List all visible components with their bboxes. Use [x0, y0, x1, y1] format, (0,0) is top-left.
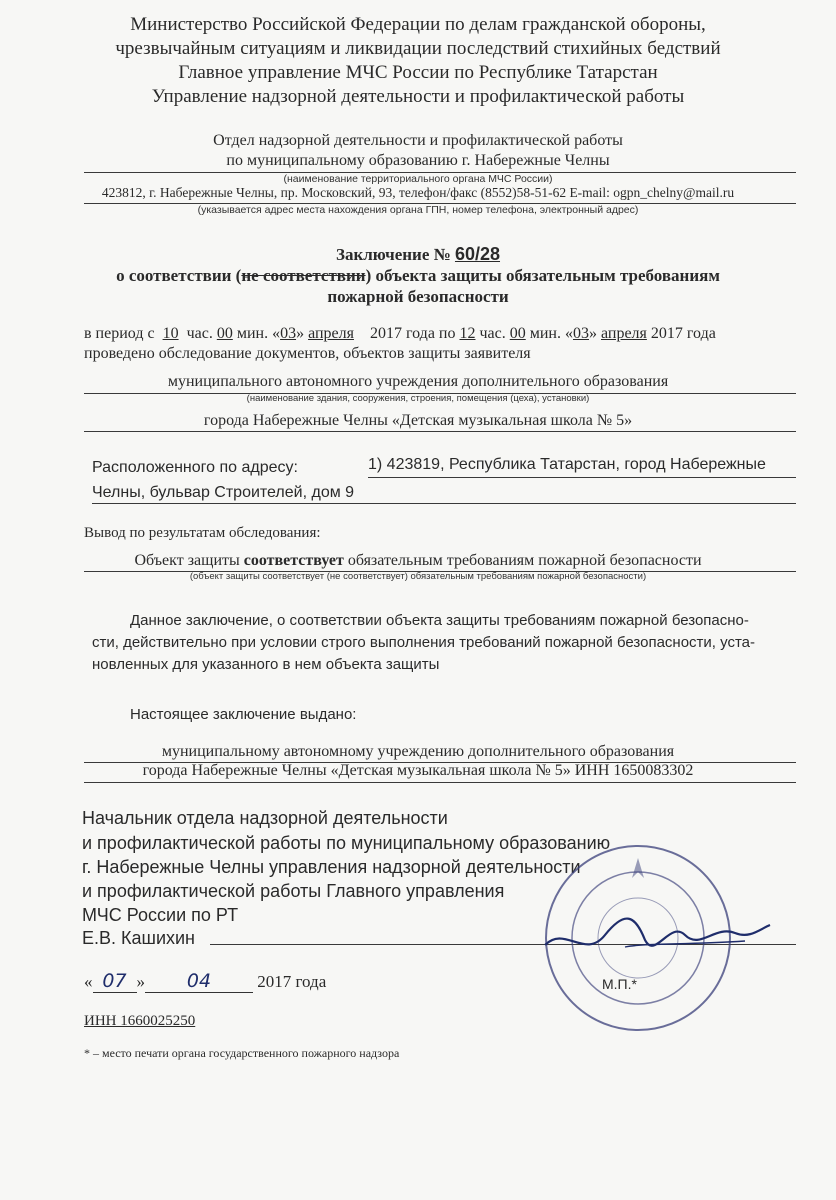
signatory-line-4: и профилактической работы Главного управления: [82, 881, 505, 901]
signatory-line-1: Начальник отдела надзорной деятельности: [82, 808, 448, 828]
conclusion-text: [0, 552, 836, 570]
department-name-line-2: по муниципальному образованию г. Набережные Челны: [226, 152, 610, 169]
stamp-label: М.П.*: [602, 976, 637, 992]
conclusion-label: Вывод по результатам обследования:: [84, 525, 321, 541]
issued-line-1: муниципальному автономному учреждению дополнительного образования: [161, 743, 675, 760]
conclusion-subtitle: [0, 266, 836, 286]
period-text: час.: [186, 325, 213, 342]
period-text: час.: [479, 325, 506, 342]
period-text: мин. «: [529, 325, 573, 342]
signatory-line-3: г. Набережные Челны управления надзорной деятельности: [82, 857, 581, 877]
hour-from: 10: [162, 325, 179, 342]
period-text: 2017 года по: [369, 325, 456, 342]
address-value-line-2: Челны, бульвар Строителей, дом 9: [92, 484, 355, 501]
date-month: 04: [145, 970, 253, 993]
inn: ИНН 1660025250: [84, 1013, 196, 1029]
divider: [92, 503, 796, 504]
subtitle-part: ) объекта защиты обязательным требованиям: [365, 266, 720, 285]
ministry-line-3: Главное управление МЧС России по Республике Татарстан: [178, 62, 658, 83]
subtitle-part: о соответствии (: [116, 266, 242, 285]
department-address-caption: (указывается адрес места нахождения органа ГПН, номер телефона, электронный адрес): [197, 204, 639, 216]
address-label: Расположенного по адресу:: [92, 459, 298, 476]
period-text: »: [588, 325, 597, 342]
signatory-name: Е.В. Кашихин: [82, 928, 196, 948]
issued-line-2: города Набережные Челны «Детская музыкальная школа № 5» ИНН 1650083302: [142, 762, 694, 779]
minute-from: 00: [216, 325, 233, 342]
applicant-line-2: города Набережные Челны «Детская музыкальная школа № 5»: [203, 412, 633, 429]
subtitle-struck: не соответствии: [241, 266, 366, 285]
period-line-2: проведено обследование документов, объектов защиты заявителя: [84, 345, 531, 362]
date-day: 07: [93, 970, 137, 993]
divider: [368, 477, 796, 478]
department-caption: (наименование территориального органа МЧС России): [283, 173, 553, 185]
hour-to: 12: [459, 325, 476, 342]
period-text: в период с: [84, 325, 155, 342]
applicant-caption: (наименование здания, сооружения, строения, помещения (цеха), установки): [246, 393, 590, 404]
signatory-line-2: и профилактической работы по муниципальному образованию: [82, 833, 611, 853]
month-from: апреля: [308, 325, 354, 342]
conclusion-title: [0, 244, 836, 265]
validity-line-1: Данное заключение, о соответствии объекта защиты требованиям пожарной безопасно-: [130, 612, 749, 629]
period-text: »: [296, 325, 305, 342]
period-text: мин. «: [236, 325, 281, 342]
conclusion-caption: (объект защиты соответствует (не соответствует) обязательным требованиям пожарной безопасности): [189, 571, 647, 582]
title-prefix: Заключение №: [335, 245, 451, 264]
conclusion-text-part: обязательным требованиям пожарной безопасности: [347, 552, 702, 569]
validity-line-3: новленных для указанного в нем объекта защиты: [92, 656, 440, 673]
signature: [535, 905, 775, 965]
conclusion-number: 60/28: [454, 244, 501, 264]
divider: [84, 431, 796, 432]
day-to: 03: [572, 325, 589, 342]
footnote: * – место печати органа государственного пожарного надзора: [84, 1046, 400, 1060]
minute-to: 00: [509, 325, 526, 342]
month-to: апреля: [600, 325, 647, 342]
ministry-line-2: чрезвычайным ситуациям и ликвидации последствий стихийных бедствий: [115, 38, 721, 59]
issue-date: [84, 970, 326, 993]
date-quote: »: [136, 972, 145, 991]
period-line: [84, 325, 716, 343]
date-year: 2017 года: [257, 972, 327, 991]
conclusion-text-part: Объект защиты: [134, 552, 240, 569]
day-from: 03: [280, 325, 297, 342]
period-text: 2017 года: [650, 325, 716, 342]
conclusion-status: соответствует: [243, 552, 344, 569]
divider: [84, 782, 796, 783]
issued-label: Настоящее заключение выдано:: [130, 706, 357, 723]
conclusion-subtitle-line-2: пожарной безопасности: [327, 287, 509, 306]
department-address: 423812, г. Набережные Челны, пр. Московский, 93, телефон/факс (8552)58-51-62 E-mail: ogpn_chelny@mail.ru: [101, 185, 735, 200]
signatory-line-5: МЧС России по РТ: [82, 905, 239, 925]
date-quote: «: [84, 972, 93, 991]
ministry-line-1: Министерство Российской Федерации по делам гражданской обороны,: [130, 14, 706, 35]
validity-line-2: сти, действительно при условии строго выполнения требований пожарной безопасности, уста-: [92, 634, 755, 651]
ministry-line-4: Управление надзорной деятельности и профилактической работы: [151, 86, 685, 107]
department-name-line-1: Отдел надзорной деятельности и профилактической работы: [213, 132, 623, 149]
address-value-line-1: 1) 423819, Республика Татарстан, город Набережные: [368, 456, 766, 473]
applicant-line-1: муниципального автономного учреждения дополнительного образования: [167, 373, 669, 390]
